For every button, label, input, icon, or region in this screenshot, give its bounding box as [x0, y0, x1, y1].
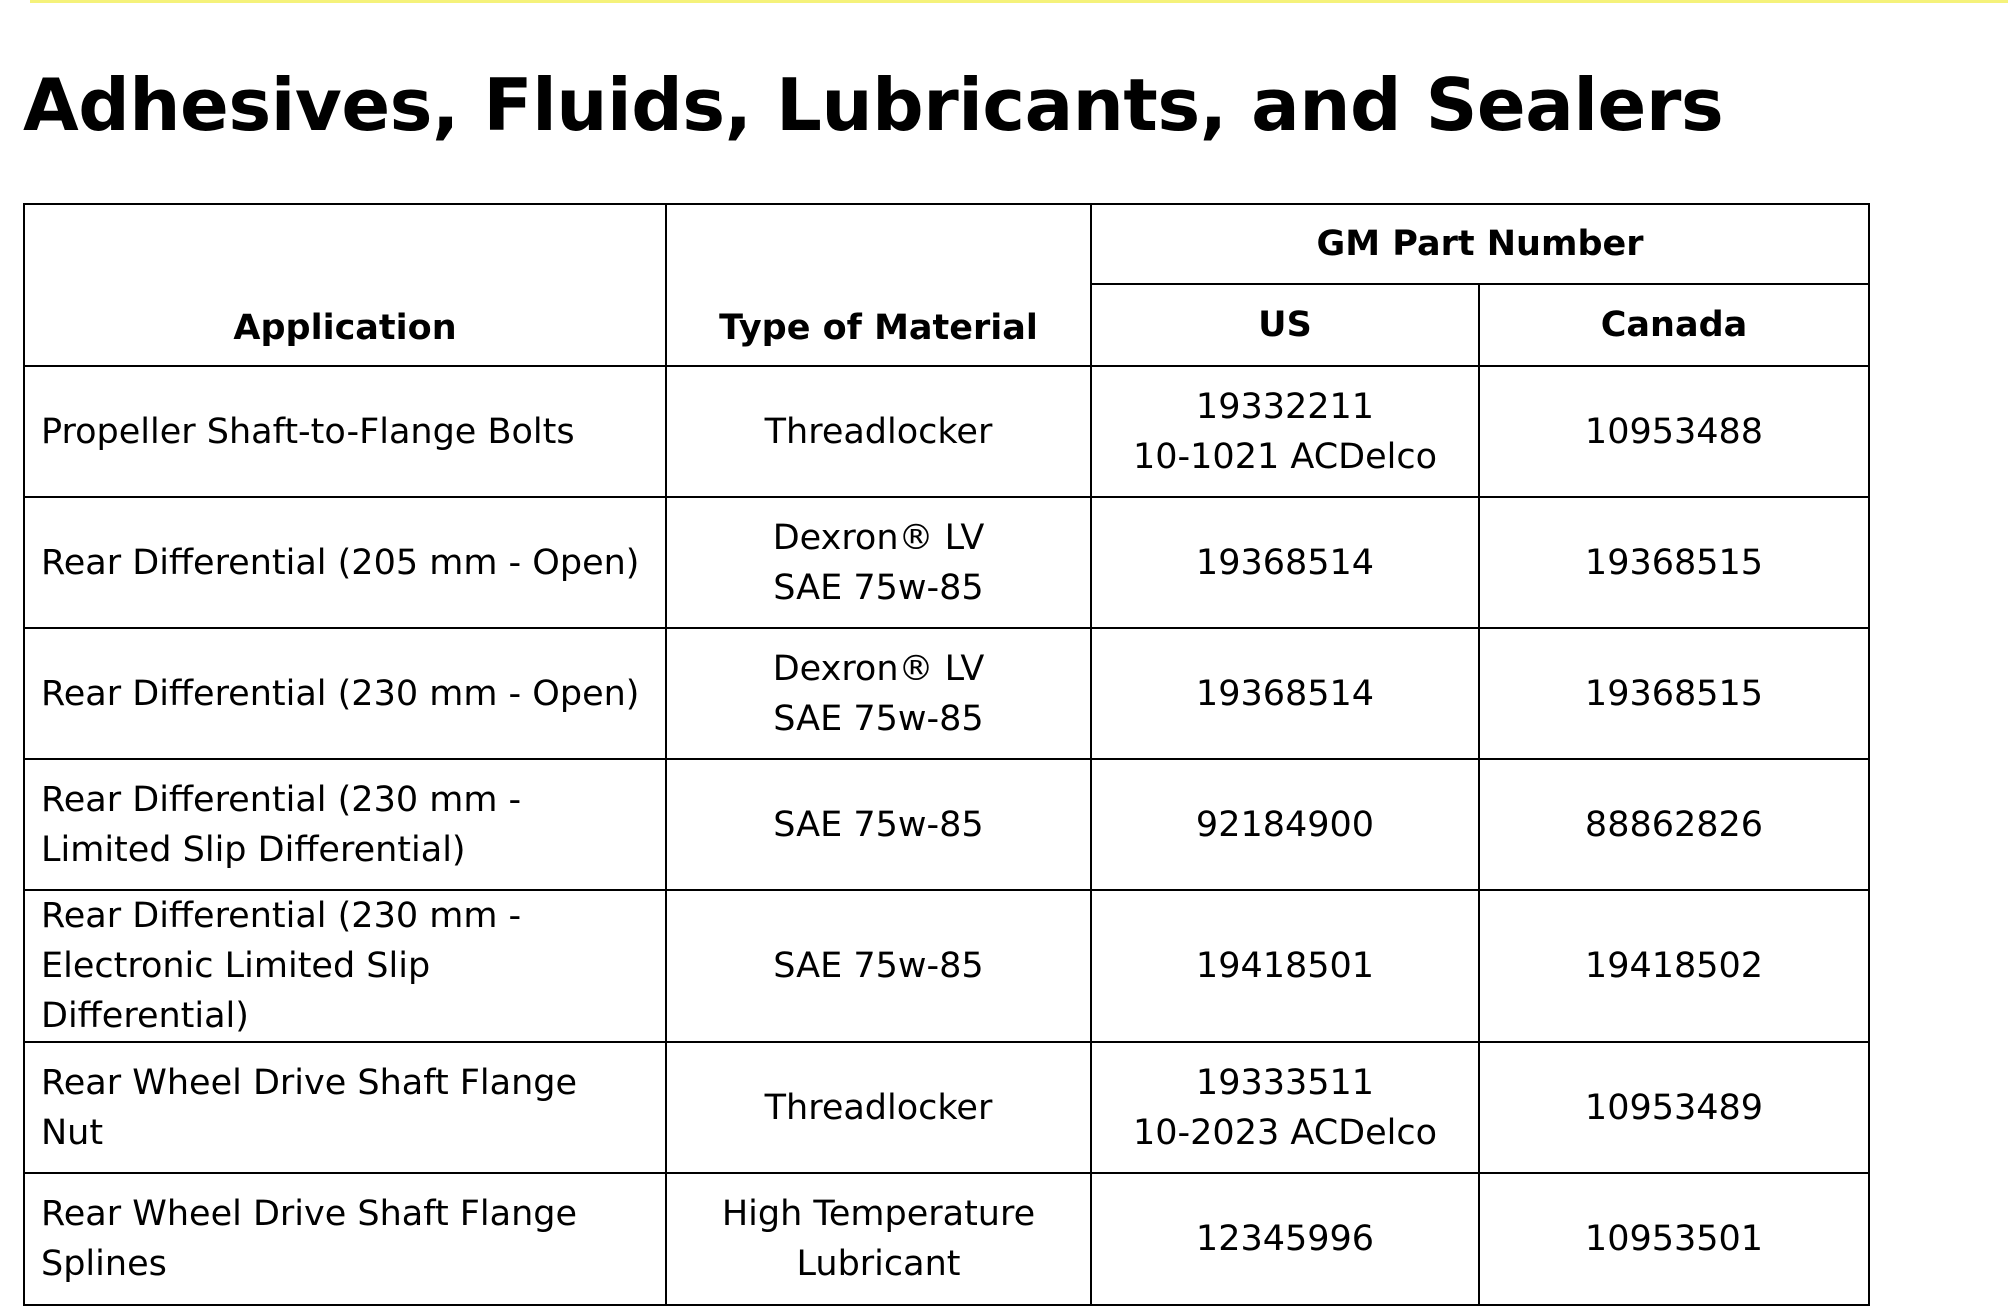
application-cell: [24, 366, 666, 497]
column-header-gm-part-number: GM Part Number: [1091, 204, 1869, 284]
us-part-number: 19368514: [1195, 673, 1375, 714]
material-text: SAE 75w-85: [773, 567, 984, 608]
us-part-number: 10-1021 ACDelco: [1133, 436, 1437, 477]
material-cell: [666, 366, 1091, 497]
application-text: Rear Wheel Drive Shaft Flange Splines: [41, 1194, 578, 1284]
canada-part-number: 19368515: [1584, 673, 1764, 714]
us-part-number-cell: [1091, 890, 1479, 1042]
us-part-number: 19368514: [1195, 542, 1375, 583]
application-text: Rear Wheel Drive Shaft Flange Nut: [41, 1062, 578, 1153]
us-part-number-cell: [1091, 366, 1479, 497]
canada-part-number-cell: [1479, 366, 1869, 497]
material-text: Lubricant: [796, 1244, 961, 1284]
us-part-number: 12345996: [1195, 1219, 1375, 1259]
application-text: Propeller Shaft-to-Flange Bolts: [41, 411, 575, 452]
material-cell: [666, 628, 1091, 759]
canada-part-number: 88862826: [1584, 804, 1764, 845]
material-cell: [666, 890, 1091, 1042]
materials-table: [23, 203, 1870, 1306]
material-text: SAE 75w-85: [773, 804, 984, 845]
application-cell: [24, 1173, 666, 1305]
canada-part-number: 10953501: [1584, 1219, 1764, 1259]
application-text: Rear Differential (230 mm - Limited Slip Differential): [41, 779, 522, 870]
column-header-application: Application: [24, 204, 666, 366]
material-text: SAE 75w-85: [773, 946, 984, 986]
material-text: Dexron® LV: [772, 517, 985, 558]
page-title: Adhesives, Fluids, Lubricants, and Sealers: [23, 63, 1724, 147]
top-accent-rule: [30, 0, 2008, 3]
application-cell: [24, 628, 666, 759]
material-cell: [666, 1173, 1091, 1305]
material-cell: [666, 497, 1091, 628]
canada-part-number: 19418502: [1584, 946, 1764, 986]
us-part-number-cell: [1091, 1042, 1479, 1173]
table-row: [24, 628, 1869, 759]
column-header-canada: Canada: [1479, 284, 1869, 366]
us-part-number: 10-2023 ACDelco: [1133, 1112, 1437, 1153]
table-row: [24, 1042, 1869, 1173]
canada-part-number-cell: [1479, 759, 1869, 890]
canada-part-number: 19368515: [1584, 542, 1764, 583]
material-text: Threadlocker: [764, 1087, 993, 1128]
material-text: SAE 75w-85: [773, 698, 984, 739]
canada-part-number-cell: [1479, 1173, 1869, 1305]
table-row: [24, 497, 1869, 628]
canada-part-number-cell: [1479, 497, 1869, 628]
us-part-number: 19332211: [1195, 386, 1375, 427]
canada-part-number: 10953489: [1584, 1087, 1764, 1128]
application-cell: [24, 1042, 666, 1173]
table-row: [24, 759, 1869, 890]
table-row: [24, 366, 1869, 497]
us-part-number-cell: [1091, 759, 1479, 890]
canada-part-number-cell: [1479, 1042, 1869, 1173]
application-cell: [24, 890, 666, 1042]
application-text: Rear Differential (230 mm - Open): [41, 673, 640, 714]
us-part-number: 19418501: [1195, 946, 1375, 986]
us-part-number-cell: [1091, 497, 1479, 628]
column-header-type-of-material: Type of Material: [666, 204, 1091, 366]
application-text: Rear Differential (230 mm - Electronic Limited Slip Differential): [41, 896, 522, 1036]
material-text: Threadlocker: [764, 411, 993, 452]
canada-part-number-cell: [1479, 628, 1869, 759]
application-cell: [24, 759, 666, 890]
table-row: [24, 1173, 1869, 1305]
material-cell: [666, 759, 1091, 890]
material-cell: [666, 1042, 1091, 1173]
us-part-number: 92184900: [1195, 804, 1375, 845]
table-body: [24, 366, 1869, 1305]
application-cell: [24, 497, 666, 628]
us-part-number: 19333511: [1195, 1062, 1375, 1103]
us-part-number-cell: [1091, 628, 1479, 759]
material-text: High Temperature: [721, 1194, 1036, 1234]
canada-part-number-cell: [1479, 890, 1869, 1042]
application-text: Rear Differential (205 mm - Open): [41, 542, 640, 583]
column-header-us: US: [1091, 284, 1479, 366]
material-text: Dexron® LV: [772, 648, 985, 689]
canada-part-number: 10953488: [1584, 411, 1764, 452]
us-part-number-cell: [1091, 1173, 1479, 1305]
table-row: [24, 890, 1869, 1042]
